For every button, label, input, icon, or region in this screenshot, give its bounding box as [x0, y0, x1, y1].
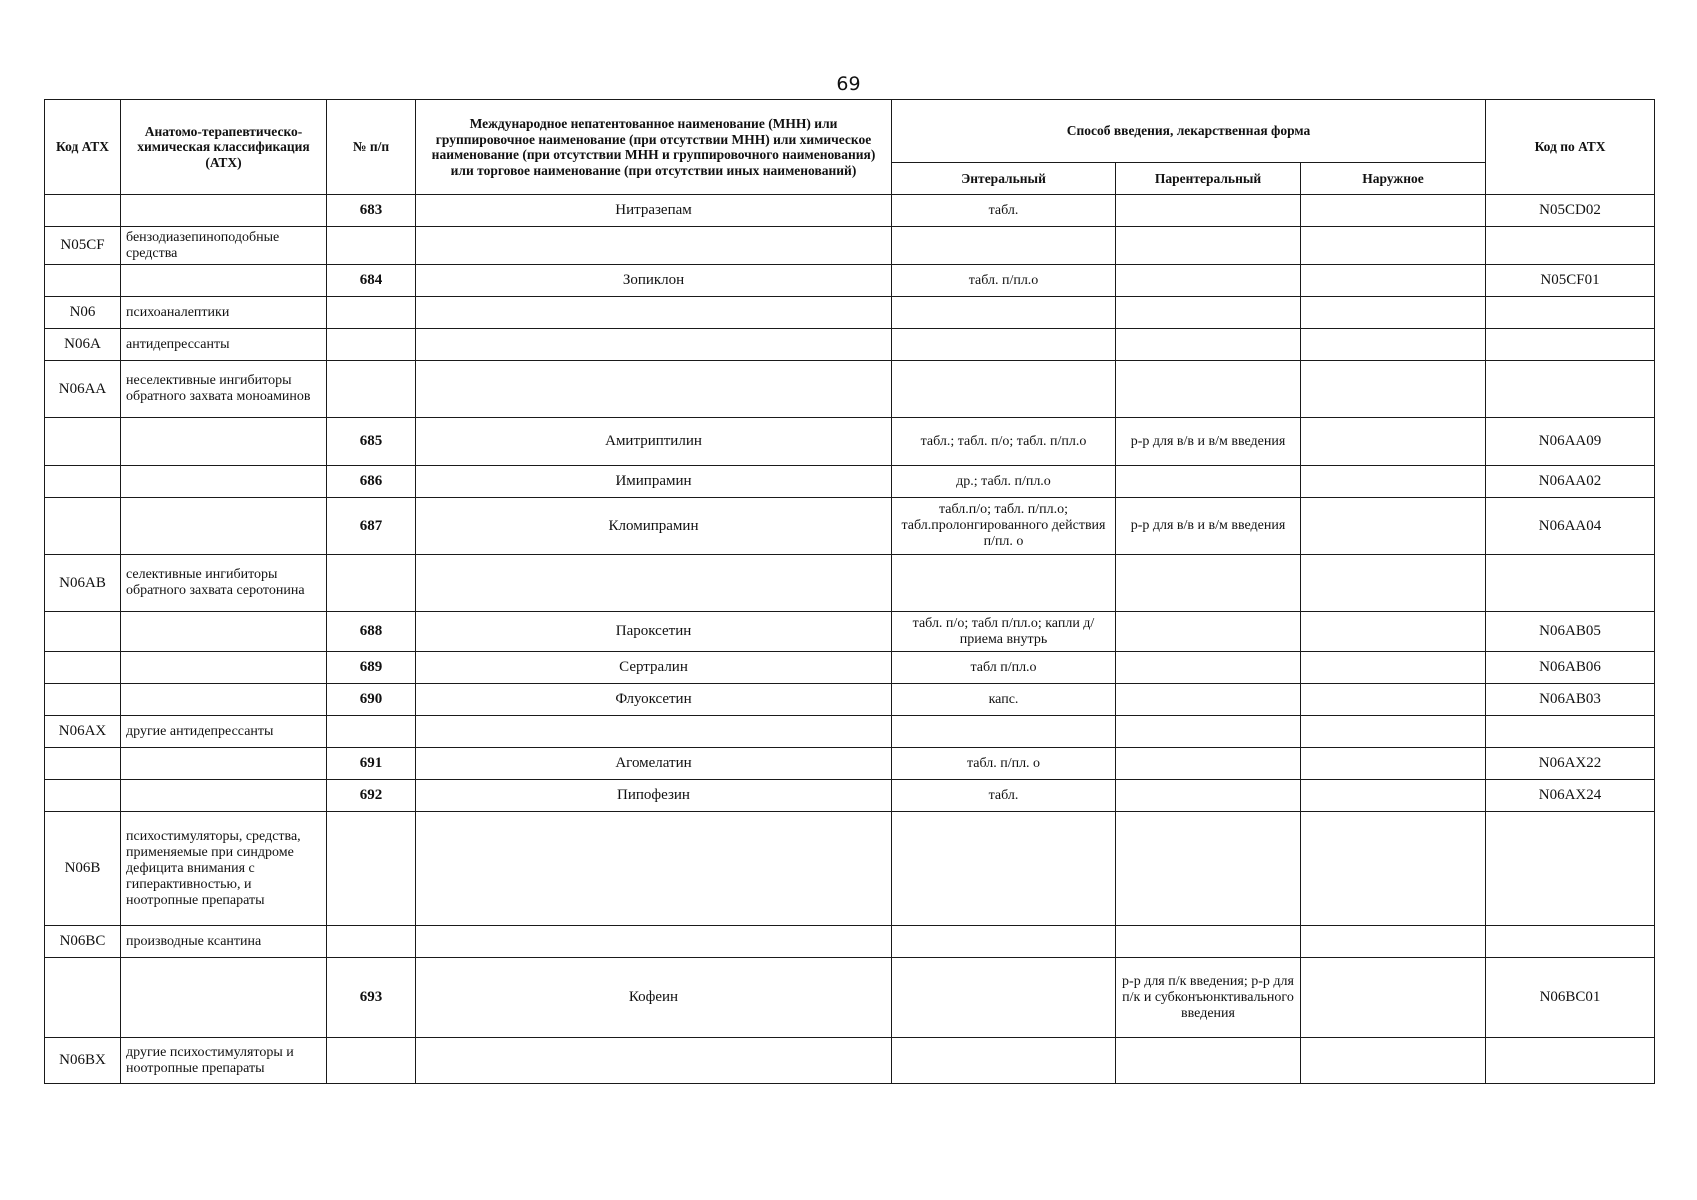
atc-group-name	[121, 748, 327, 780]
atc-drug-table	[44, 99, 1655, 1084]
parenteral-form	[1116, 265, 1301, 297]
enteral-form: табл. п/пл.о	[892, 265, 1116, 297]
table-row	[45, 418, 1655, 466]
external-form	[1301, 748, 1486, 780]
parenteral-form	[1116, 466, 1301, 498]
external-form	[1301, 812, 1486, 926]
table-row	[45, 1038, 1655, 1084]
item-number	[327, 926, 416, 958]
atc-group-code: N06A	[45, 329, 121, 361]
atc-group-code	[45, 498, 121, 555]
drug-name	[416, 716, 892, 748]
enteral-form: капс.	[892, 684, 1116, 716]
table-row	[45, 716, 1655, 748]
table-row	[45, 812, 1655, 926]
atc-group-name	[121, 265, 327, 297]
external-form	[1301, 329, 1486, 361]
item-number: 685	[327, 418, 416, 466]
atc-group-code: N06BX	[45, 1038, 121, 1084]
parenteral-form	[1116, 555, 1301, 612]
drug-name	[416, 227, 892, 265]
enteral-form: табл.	[892, 195, 1116, 227]
parenteral-form: р-р для в/в и в/м введения	[1116, 418, 1301, 466]
atc-code	[1486, 329, 1655, 361]
parenteral-form	[1116, 926, 1301, 958]
atc-group-code: N05CF	[45, 227, 121, 265]
atc-code	[1486, 716, 1655, 748]
table-row	[45, 926, 1655, 958]
enteral-form	[892, 227, 1116, 265]
drug-name	[416, 361, 892, 418]
header-inn: Международное непатентованное наименование (МНН) или группировочное наименование (при отсутствии МНН) или химическое наименование (при отсутствии МНН и группировочного наименования) или торговое наименование (при отсутствии иных наименований)	[416, 100, 892, 195]
atc-group-code: N06BC	[45, 926, 121, 958]
atc-code	[1486, 227, 1655, 265]
drug-name: Агомелатин	[416, 748, 892, 780]
drug-name	[416, 1038, 892, 1084]
item-number	[327, 716, 416, 748]
drug-name: Кофеин	[416, 958, 892, 1038]
table-row	[45, 227, 1655, 265]
atc-group-code	[45, 652, 121, 684]
table-row	[45, 652, 1655, 684]
enteral-form: табл п/пл.о	[892, 652, 1116, 684]
header-atc-code: Код по АТХ	[1486, 100, 1655, 195]
atc-code	[1486, 297, 1655, 329]
item-number: 693	[327, 958, 416, 1038]
atc-group-name	[121, 958, 327, 1038]
atc-code: N06AB06	[1486, 652, 1655, 684]
atc-code	[1486, 361, 1655, 418]
parenteral-form	[1116, 1038, 1301, 1084]
enteral-form	[892, 716, 1116, 748]
atc-group-name: антидепрессанты	[121, 329, 327, 361]
item-number: 683	[327, 195, 416, 227]
parenteral-form	[1116, 195, 1301, 227]
header-enteral: Энтеральный	[892, 163, 1116, 195]
table-row	[45, 498, 1655, 555]
table-body	[45, 195, 1655, 1084]
page-number: 69	[836, 73, 861, 95]
table-row	[45, 555, 1655, 612]
atc-code	[1486, 555, 1655, 612]
atc-group-name	[121, 195, 327, 227]
atc-group-name	[121, 466, 327, 498]
atc-code: N06AB05	[1486, 612, 1655, 652]
external-form	[1301, 466, 1486, 498]
external-form	[1301, 716, 1486, 748]
atc-code: N06AX24	[1486, 780, 1655, 812]
drug-name: Зопиклон	[416, 265, 892, 297]
atc-group-code	[45, 466, 121, 498]
drug-name	[416, 329, 892, 361]
drug-name	[416, 926, 892, 958]
external-form	[1301, 297, 1486, 329]
table-header	[45, 100, 1655, 195]
parenteral-form: р-р для в/в и в/м введения	[1116, 498, 1301, 555]
external-form	[1301, 780, 1486, 812]
item-number: 688	[327, 612, 416, 652]
external-form	[1301, 195, 1486, 227]
enteral-form	[892, 812, 1116, 926]
item-number	[327, 812, 416, 926]
drug-name: Амитриптилин	[416, 418, 892, 466]
atc-group-name: другие психостимуляторы и ноотропные препараты	[121, 1038, 327, 1084]
item-number: 690	[327, 684, 416, 716]
external-form	[1301, 265, 1486, 297]
enteral-form	[892, 1038, 1116, 1084]
external-form	[1301, 555, 1486, 612]
atc-group-code	[45, 418, 121, 466]
item-number: 692	[327, 780, 416, 812]
drug-name: Кломипрамин	[416, 498, 892, 555]
item-number	[327, 329, 416, 361]
enteral-form	[892, 958, 1116, 1038]
item-number	[327, 1038, 416, 1084]
atc-group-name: психостимуляторы, средства, применяемые при синдроме дефицита внимания с гиперактивностью, и ноотропные препараты	[121, 812, 327, 926]
atc-group-name	[121, 780, 327, 812]
header-external: Наружное	[1301, 163, 1486, 195]
atc-group-code	[45, 748, 121, 780]
drug-name	[416, 555, 892, 612]
atc-group-code	[45, 195, 121, 227]
item-number: 691	[327, 748, 416, 780]
atc-group-code	[45, 684, 121, 716]
atc-code	[1486, 926, 1655, 958]
atc-code: N06AA04	[1486, 498, 1655, 555]
atc-group-code: N06B	[45, 812, 121, 926]
atc-group-name: производные ксантина	[121, 926, 327, 958]
parenteral-form	[1116, 612, 1301, 652]
drug-name	[416, 297, 892, 329]
parenteral-form	[1116, 812, 1301, 926]
item-number: 686	[327, 466, 416, 498]
external-form	[1301, 926, 1486, 958]
enteral-form: табл.; табл. п/о; табл. п/пл.о	[892, 418, 1116, 466]
atc-group-name	[121, 418, 327, 466]
atc-group-name	[121, 684, 327, 716]
item-number	[327, 297, 416, 329]
atc-group-name: бензодиазепиноподобные средства	[121, 227, 327, 265]
external-form	[1301, 958, 1486, 1038]
table-row	[45, 265, 1655, 297]
enteral-form	[892, 329, 1116, 361]
atc-group-code: N06AB	[45, 555, 121, 612]
enteral-form	[892, 926, 1116, 958]
item-number: 689	[327, 652, 416, 684]
atc-group-code: N06	[45, 297, 121, 329]
atc-group-code	[45, 780, 121, 812]
atc-group-name: другие антидепрессанты	[121, 716, 327, 748]
drug-name: Имипрамин	[416, 466, 892, 498]
parenteral-form: р-р для п/к введения; р-р для п/к и субконъюнктивального введения	[1116, 958, 1301, 1038]
atc-code: N06AA09	[1486, 418, 1655, 466]
atc-group-code: N06AA	[45, 361, 121, 418]
header-route-group: Способ введения, лекарственная форма	[892, 100, 1486, 163]
atc-code: N06BC01	[1486, 958, 1655, 1038]
table-row	[45, 195, 1655, 227]
atc-code: N06AB03	[1486, 684, 1655, 716]
external-form	[1301, 498, 1486, 555]
header-classification: Анатомо-терапевтическо-химическая классификация (АТХ)	[121, 100, 327, 195]
table-row	[45, 780, 1655, 812]
external-form	[1301, 684, 1486, 716]
enteral-form	[892, 297, 1116, 329]
enteral-form	[892, 555, 1116, 612]
external-form	[1301, 612, 1486, 652]
item-number	[327, 555, 416, 612]
enteral-form: табл. п/пл. о	[892, 748, 1116, 780]
parenteral-form	[1116, 684, 1301, 716]
table-row	[45, 684, 1655, 716]
table-row	[45, 361, 1655, 418]
atc-group-name: селективные ингибиторы обратного захвата серотонина	[121, 555, 327, 612]
atc-code: N05CD02	[1486, 195, 1655, 227]
drug-name: Флуоксетин	[416, 684, 892, 716]
atc-code: N06AX22	[1486, 748, 1655, 780]
parenteral-form	[1116, 297, 1301, 329]
item-number: 684	[327, 265, 416, 297]
table-row	[45, 748, 1655, 780]
atc-group-code	[45, 958, 121, 1038]
external-form	[1301, 418, 1486, 466]
parenteral-form	[1116, 361, 1301, 418]
enteral-form: др.; табл. п/пл.о	[892, 466, 1116, 498]
atc-group-code: N06AX	[45, 716, 121, 748]
drug-name: Пипофезин	[416, 780, 892, 812]
atc-group-code	[45, 612, 121, 652]
atc-group-name	[121, 612, 327, 652]
atc-group-name: неселективные ингибиторы обратного захвата моноаминов	[121, 361, 327, 418]
drug-name: Пароксетин	[416, 612, 892, 652]
table-row	[45, 466, 1655, 498]
drug-name: Нитразепам	[416, 195, 892, 227]
external-form	[1301, 361, 1486, 418]
drug-name: Сертралин	[416, 652, 892, 684]
atc-group-name	[121, 652, 327, 684]
atc-code	[1486, 1038, 1655, 1084]
item-number	[327, 361, 416, 418]
header-parenteral: Парентеральный	[1116, 163, 1301, 195]
parenteral-form	[1116, 329, 1301, 361]
table-row	[45, 958, 1655, 1038]
table-row	[45, 612, 1655, 652]
item-number	[327, 227, 416, 265]
parenteral-form	[1116, 780, 1301, 812]
external-form	[1301, 227, 1486, 265]
parenteral-form	[1116, 716, 1301, 748]
item-number: 687	[327, 498, 416, 555]
enteral-form: табл.п/о; табл. п/пл.о; табл.пролонгированного действия п/пл. о	[892, 498, 1116, 555]
table-row	[45, 297, 1655, 329]
atc-group-name: психоаналептики	[121, 297, 327, 329]
drug-name	[416, 812, 892, 926]
parenteral-form	[1116, 748, 1301, 780]
parenteral-form	[1116, 227, 1301, 265]
atc-code	[1486, 812, 1655, 926]
atc-group-name	[121, 498, 327, 555]
enteral-form	[892, 361, 1116, 418]
external-form	[1301, 652, 1486, 684]
table-row	[45, 329, 1655, 361]
atc-code: N05CF01	[1486, 265, 1655, 297]
enteral-form: табл.	[892, 780, 1116, 812]
parenteral-form	[1116, 652, 1301, 684]
header-number: № п/п	[327, 100, 416, 195]
external-form	[1301, 1038, 1486, 1084]
atc-code: N06AA02	[1486, 466, 1655, 498]
enteral-form: табл. п/о; табл п/пл.о; капли д/приема внутрь	[892, 612, 1116, 652]
header-code: Код АТХ	[45, 100, 121, 195]
atc-group-code	[45, 265, 121, 297]
